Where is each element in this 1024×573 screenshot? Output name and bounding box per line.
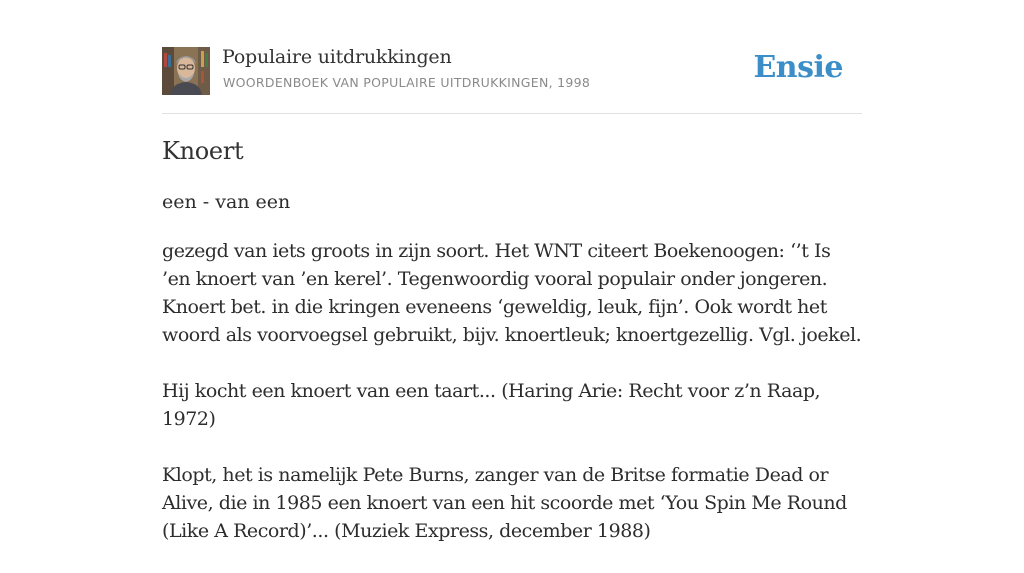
source-title[interactable]: Populaire uitdrukkingen	[222, 46, 452, 68]
source-subtitle: WOORDENBOEK VAN POPULAIRE UITDRUKKINGEN, 1998	[223, 75, 591, 90]
entry-body	[162, 237, 862, 573]
source-header	[162, 46, 862, 96]
definition-paragraph: gezegd van iets groots in zijn soort. Het WNT citeert Boekenoogen: ‘’t Is ’en knoert van ’en kerel’. Tegenwoordig vooral populair onder jongeren. Knoert bet. in die kringen eveneens ‘geweldig, leuk, fijn’. Ook wordt het woord als voorvoegsel gebruikt, bijv. knoertleuk; knoertgezellig. Vgl. joekel.	[162, 240, 862, 346]
ensie-logo[interactable]: Ensie	[753, 50, 843, 85]
header-divider	[162, 113, 862, 114]
example-paragraph: Hij kocht een knoert van een taart... (Haring Arie: Recht voor z’n Raap, 1972)	[162, 380, 821, 430]
example-paragraph: Klopt, het is namelijk Pete Burns, zanger van de Britse formatie Dead or Alive, die in 1985 een knoert van een hit scoorde met ‘You Spin Me Round (Like A Record)’... (Muziek Express, december 1988)	[162, 464, 847, 542]
entry-card	[162, 0, 862, 542]
author-portrait-icon[interactable]	[162, 47, 210, 95]
entry-subline: een - van een	[162, 191, 291, 213]
entry-term: Knoert	[162, 137, 244, 165]
